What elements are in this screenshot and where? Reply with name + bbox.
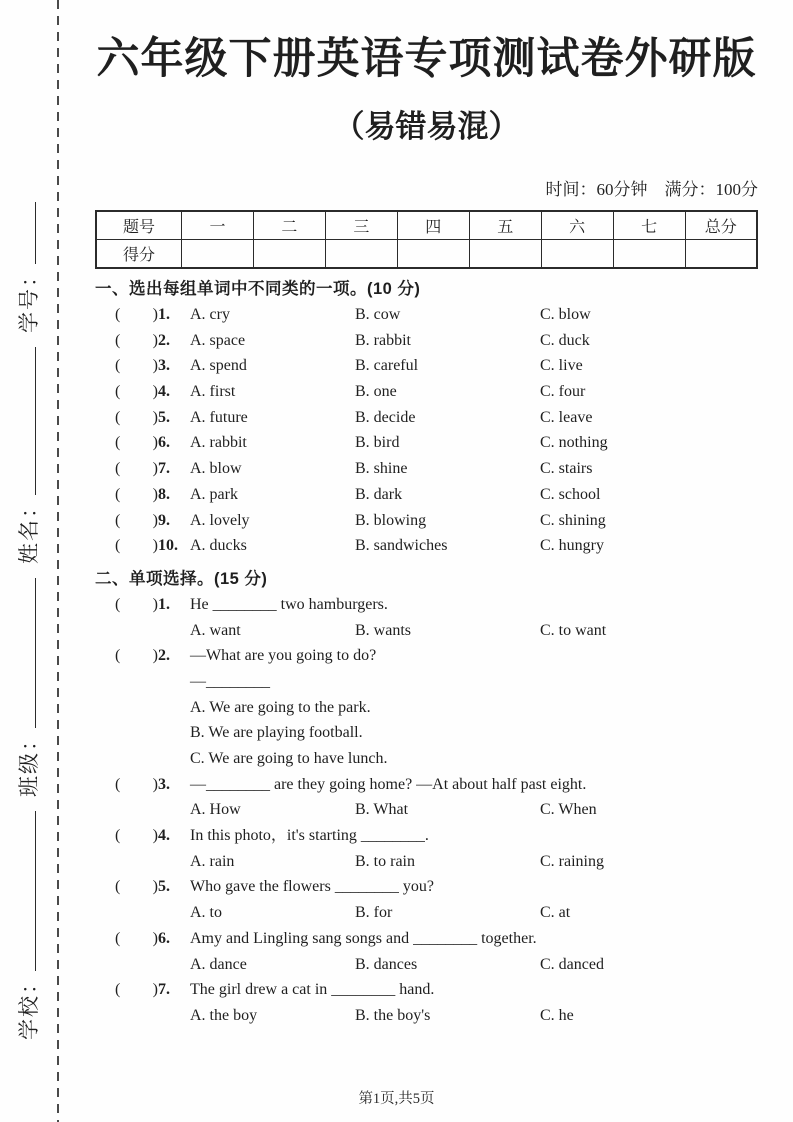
question-row <box>95 772 758 798</box>
question-row <box>95 823 758 849</box>
student-info-label: 姓名： <box>17 495 41 564</box>
option-a: A. future <box>190 408 248 426</box>
options-row <box>95 797 758 823</box>
paren-close: ) <box>152 331 158 349</box>
option-c: C. When <box>540 801 597 819</box>
question-number: 7. <box>158 981 170 999</box>
paren-close: ) <box>152 408 158 426</box>
question-number: 3. <box>158 357 170 375</box>
answer-paren <box>95 508 158 534</box>
question-number: 5. <box>158 878 170 896</box>
page-number: 第1页,共5页 <box>358 1091 435 1107</box>
question-row <box>95 643 758 669</box>
question-stem: He ________ two hamburgers. <box>190 595 388 613</box>
answer-paren <box>95 482 158 508</box>
option-a: A. want <box>190 621 241 639</box>
question-row <box>95 977 758 1003</box>
table-score-cell <box>685 240 757 269</box>
paren-open: ( <box>115 460 121 478</box>
table-column-cell: 四 <box>397 211 469 240</box>
answer-paren <box>95 592 158 618</box>
question-row <box>95 328 758 354</box>
paren-close: ) <box>152 827 158 845</box>
question-stem: —What are you going to do? <box>190 647 377 665</box>
question-stem: Who gave the flowers ________ you? <box>190 878 434 896</box>
question-number: 1. <box>158 595 170 613</box>
answer-paren <box>95 328 158 354</box>
paren-close: ) <box>152 929 158 947</box>
paren-open: ( <box>115 537 121 555</box>
option-a: A. first <box>190 383 236 401</box>
paper-title: 六年级下册英语专项测试卷外研版 <box>96 36 757 83</box>
table-column-cell: 三 <box>325 211 397 240</box>
paren-open: ( <box>115 775 121 793</box>
paren-open: ( <box>115 383 121 401</box>
option-a: A. the boy <box>190 1006 258 1024</box>
option-a: A. rabbit <box>190 434 247 452</box>
option-c: C. live <box>540 357 583 375</box>
paper-content <box>95 0 758 1029</box>
option-a: A. blow <box>190 460 242 478</box>
table-score-cell <box>182 240 254 269</box>
paren-close: ) <box>152 383 158 401</box>
table-header-cell: 题号 <box>96 211 182 240</box>
option-b: B. shine <box>355 460 408 478</box>
paren-close: ) <box>152 537 158 555</box>
paren-close: ) <box>152 878 158 896</box>
fill-in-line <box>15 202 36 264</box>
options-row <box>95 618 758 644</box>
answer-paren <box>95 302 158 328</box>
stacked-option-row <box>95 720 758 746</box>
table-column-cell: 总分 <box>685 211 757 240</box>
student-info-field <box>17 347 41 564</box>
question-number: 1. <box>158 306 170 323</box>
paren-open: ( <box>115 929 121 947</box>
question-row <box>95 482 758 508</box>
paren-open: ( <box>115 827 121 845</box>
option-a: A. How <box>190 801 241 819</box>
option-c: C. duck <box>540 331 590 349</box>
table-column-cell: 一 <box>182 211 254 240</box>
question-row <box>95 353 758 379</box>
section-heading: 二、单项选择。(15 分) <box>95 569 268 588</box>
paren-close: ) <box>152 511 158 529</box>
question-row <box>95 592 758 618</box>
option-b: B. the boy's <box>355 1006 431 1024</box>
question-number: 6. <box>158 434 170 452</box>
option-a: A. to <box>190 904 222 922</box>
question-number: 4. <box>158 827 170 845</box>
question-row <box>95 430 758 456</box>
student-info-field <box>17 578 41 797</box>
table-row-question-numbers <box>96 211 757 240</box>
answer-paren <box>95 379 158 405</box>
paren-open: ( <box>115 331 121 349</box>
stem-continuation-row <box>95 669 758 695</box>
option-c: C. shining <box>540 511 606 529</box>
option-c: C. raining <box>540 852 604 870</box>
fill-in-line <box>15 578 36 728</box>
options-row <box>95 1003 758 1029</box>
question-number: 4. <box>158 383 170 401</box>
question-number: 5. <box>158 408 170 426</box>
paren-close: ) <box>152 775 158 793</box>
option-b: B. sandwiches <box>355 537 448 555</box>
table-header-cell: 得分 <box>96 240 182 269</box>
question-stem: In this photo，it's starting ________. <box>190 827 429 845</box>
question-row <box>95 533 758 559</box>
option-a: A. cry <box>190 306 230 323</box>
question-number: 7. <box>158 460 170 478</box>
table-column-cell: 二 <box>253 211 325 240</box>
answer-paren <box>95 643 158 669</box>
answer-paren <box>95 977 158 1003</box>
option-a: A. lovely <box>190 511 250 529</box>
question-number: 10. <box>158 537 178 555</box>
question-row <box>95 508 758 534</box>
option-b: B. What <box>355 801 409 819</box>
paren-open: ( <box>115 306 121 323</box>
option-a: A. ducks <box>190 537 247 555</box>
answer-paren <box>95 823 158 849</box>
options-row <box>95 900 758 926</box>
option-c: C. school <box>540 485 601 503</box>
table-score-cell <box>325 240 397 269</box>
table-column-cell: 五 <box>469 211 541 240</box>
paren-open: ( <box>115 878 121 896</box>
question-row <box>95 405 758 431</box>
question-stem: —________ are they going home? —At about half past eight. <box>190 775 587 793</box>
table-score-cell <box>253 240 325 269</box>
option-a: A. space <box>190 331 246 349</box>
stacked-option-row <box>95 746 758 772</box>
option-b: B. dark <box>355 485 403 503</box>
question-number: 8. <box>158 485 170 503</box>
table-column-cell: 六 <box>541 211 613 240</box>
option-b: B. dances <box>355 955 418 973</box>
table-score-cell <box>469 240 541 269</box>
seal-dashed-line <box>57 0 59 1122</box>
answer-paren <box>95 772 158 798</box>
option-a: A. spend <box>190 357 247 375</box>
answer-paren <box>95 353 158 379</box>
student-info-sidebar <box>6 0 52 1122</box>
option-b: B. one <box>355 383 397 401</box>
question-row <box>95 302 758 328</box>
student-info-label: 班级： <box>17 728 41 797</box>
option-b: B. blowing <box>355 511 427 529</box>
paren-open: ( <box>115 357 121 375</box>
student-info-field <box>17 811 41 1040</box>
question-stem-continuation: —________ <box>190 672 270 690</box>
paren-close: ) <box>152 485 158 503</box>
stacked-option: C. We are going to have lunch. <box>190 750 388 767</box>
option-b: B. careful <box>355 357 419 375</box>
score-table <box>95 210 758 269</box>
table-score-cell <box>541 240 613 269</box>
option-a: A. park <box>190 485 238 503</box>
question-stem: The girl drew a cat in ________ hand. <box>190 981 435 999</box>
question-number: 9. <box>158 511 170 529</box>
question-number: 2. <box>158 647 170 665</box>
stacked-option: A. We are going to the park. <box>190 698 371 716</box>
options-row <box>95 849 758 875</box>
option-c: C. stairs <box>540 460 593 478</box>
answer-paren <box>95 430 158 456</box>
stacked-option-row <box>95 695 758 721</box>
question-row <box>95 379 758 405</box>
fill-in-line <box>15 347 36 495</box>
question-number: 3. <box>158 775 170 793</box>
paren-close: ) <box>152 595 158 613</box>
paren-open: ( <box>115 485 121 503</box>
option-b: B. cow <box>355 306 401 323</box>
question-row <box>95 874 758 900</box>
paren-open: ( <box>115 511 121 529</box>
paren-open: ( <box>115 408 121 426</box>
question-stem: Amy and Lingling sang songs and ________ together. <box>190 929 537 947</box>
paren-open: ( <box>115 595 121 613</box>
option-c: C. danced <box>540 955 604 973</box>
paren-close: ) <box>152 357 158 375</box>
question-number: 2. <box>158 331 170 349</box>
section-heading: 一、选出每组单词中不同类的一项。(10 分) <box>95 280 421 298</box>
paper-subtitle: （易错易混） <box>333 109 520 144</box>
option-c: C. four <box>540 383 586 401</box>
paren-open: ( <box>115 981 121 999</box>
option-c: C. at <box>540 904 571 922</box>
option-c: C. to want <box>540 621 607 639</box>
option-a: A. rain <box>190 852 235 870</box>
student-info-field <box>17 202 41 333</box>
question-number: 6. <box>158 929 170 947</box>
answer-paren <box>95 874 158 900</box>
table-column-cell: 七 <box>613 211 685 240</box>
option-b: B. rabbit <box>355 331 411 349</box>
stacked-option: B. We are playing football. <box>190 724 363 742</box>
question-row <box>95 456 758 482</box>
answer-paren <box>95 926 158 952</box>
question-row <box>95 926 758 952</box>
table-row-scores <box>96 240 757 269</box>
option-c: C. hungry <box>540 537 604 555</box>
paren-close: ) <box>152 306 158 323</box>
answer-paren <box>95 405 158 431</box>
option-b: B. for <box>355 904 393 922</box>
option-b: B. to rain <box>355 852 415 870</box>
option-c: C. he <box>540 1006 574 1024</box>
options-row <box>95 952 758 978</box>
answer-paren <box>95 456 158 482</box>
time-score-meta: 时间：60分钟 满分：100分 <box>545 180 758 199</box>
paren-close: ) <box>152 434 158 452</box>
question-sections <box>95 276 758 1029</box>
table-score-cell <box>397 240 469 269</box>
option-b: B. bird <box>355 434 400 452</box>
paren-open: ( <box>115 434 121 452</box>
option-c: C. leave <box>540 408 593 426</box>
answer-paren <box>95 533 158 559</box>
student-info-label: 学号： <box>17 264 41 333</box>
option-c: C. nothing <box>540 434 608 452</box>
fill-in-line <box>15 811 36 971</box>
option-c: C. blow <box>540 306 591 323</box>
paren-close: ) <box>152 647 158 665</box>
paren-open: ( <box>115 647 121 665</box>
paren-close: ) <box>152 460 158 478</box>
paren-close: ) <box>152 981 158 999</box>
table-score-cell <box>613 240 685 269</box>
student-info-label: 学校： <box>17 971 41 1040</box>
option-a: A. dance <box>190 955 247 973</box>
option-b: B. decide <box>355 408 416 426</box>
option-b: B. wants <box>355 621 411 639</box>
